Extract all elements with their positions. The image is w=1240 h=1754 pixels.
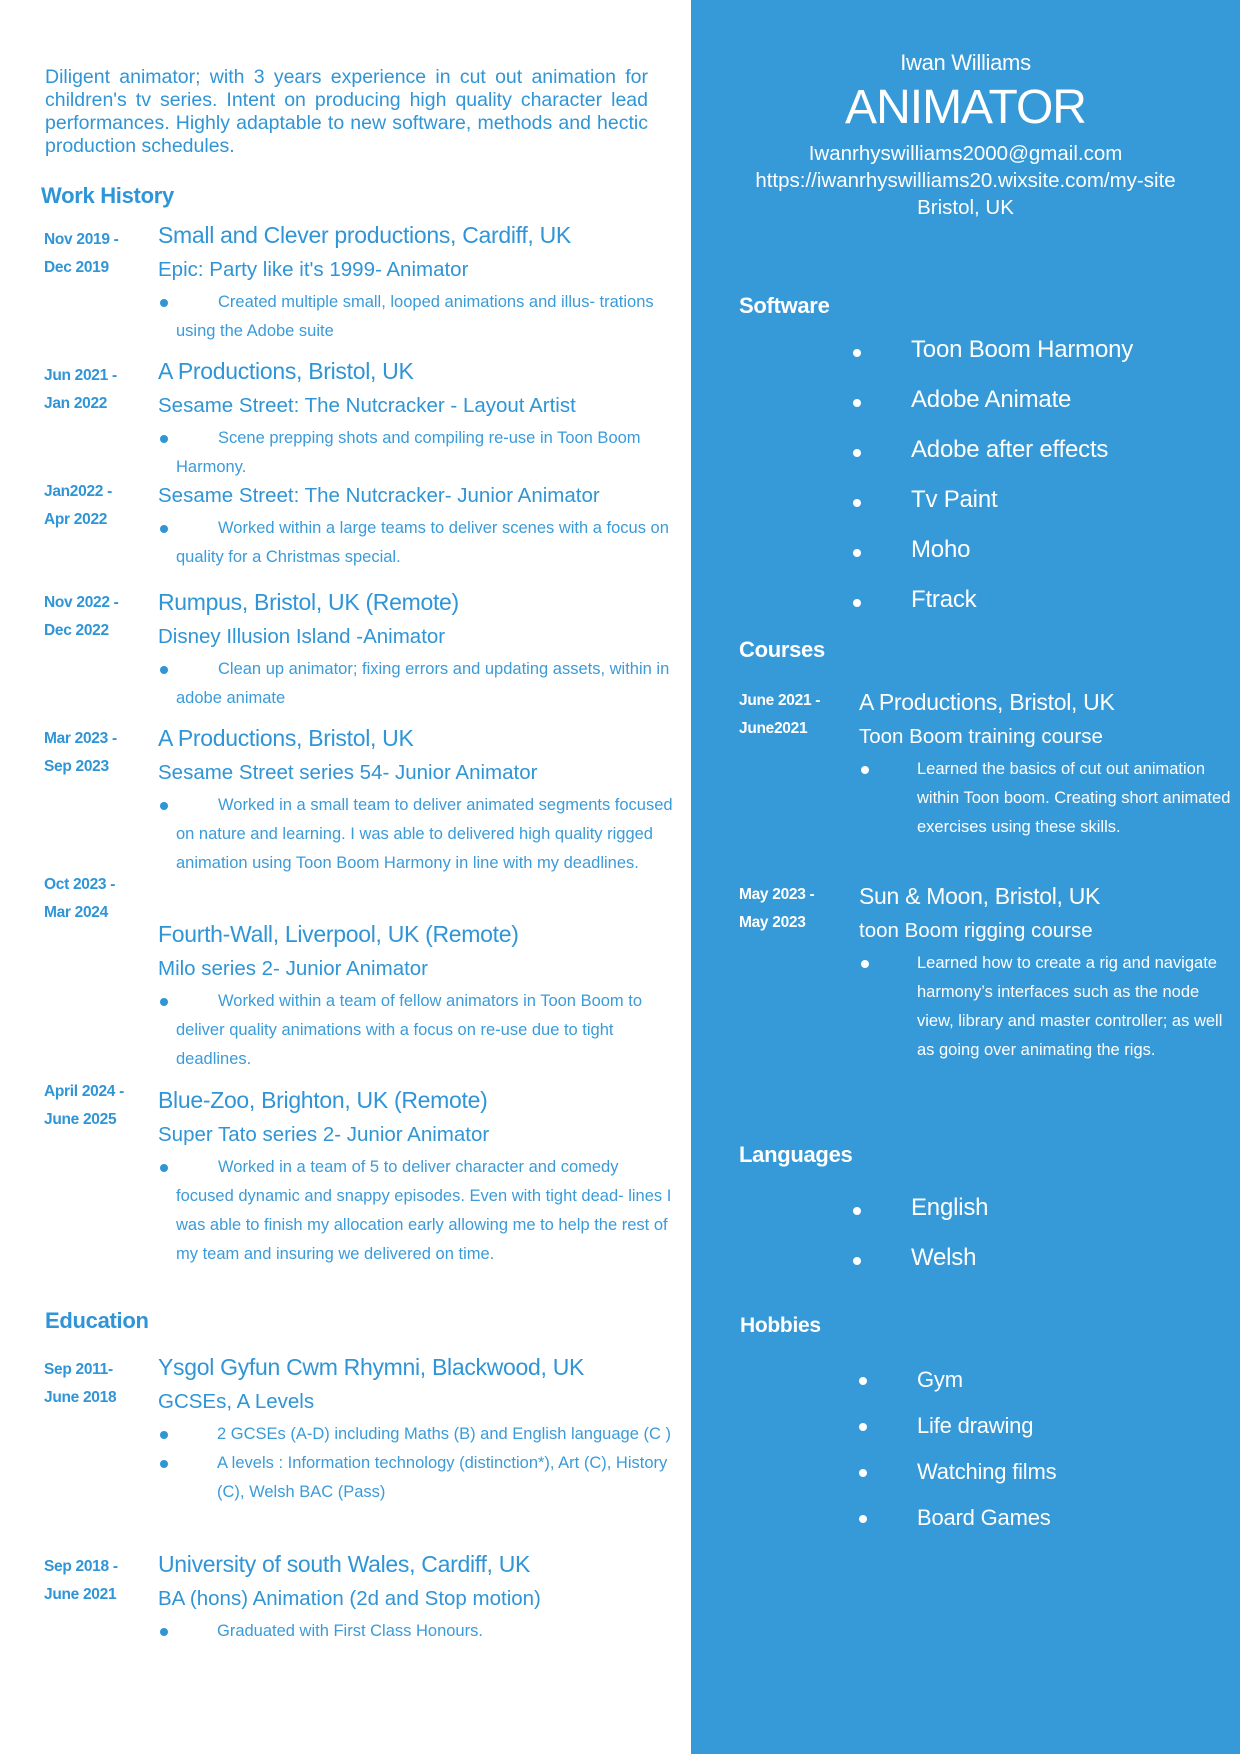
education-heading: Education [45, 1308, 149, 1333]
sidebar-panel [691, 0, 1240, 1754]
bullet-item [859, 949, 1239, 1065]
bullet-item [158, 987, 678, 1074]
course-date [739, 687, 849, 743]
bullet-icon [853, 1257, 861, 1265]
software-item [853, 328, 1133, 378]
website-link[interactable]: https://iwanrhyswilliams20.wixsite.com/my-site [755, 169, 1176, 192]
work-date [44, 362, 154, 418]
course-name: Toon Boom training course [859, 725, 1103, 748]
date-end: Jan 2022 [44, 395, 108, 412]
date-end: Mar 2024 [44, 904, 108, 921]
date-start: Jan2022 - [44, 483, 112, 500]
work-history-heading: Work History [41, 183, 174, 208]
bullet-list [158, 514, 678, 572]
bullet-icon [853, 599, 861, 607]
education-date [44, 1553, 154, 1609]
software-list [853, 328, 1133, 628]
bullet-icon [160, 666, 168, 674]
bullet-icon [859, 1423, 867, 1431]
software-item [853, 478, 1133, 528]
date-start: Nov 2019 - [44, 231, 119, 248]
education-date [44, 1356, 154, 1412]
hobby-item [859, 1404, 1056, 1450]
date-start: June 2021 - [739, 692, 821, 709]
bullet-item [158, 655, 678, 713]
bullet-list [859, 949, 1239, 1065]
software-item [853, 578, 1133, 628]
work-date [44, 871, 154, 927]
bullet-icon [853, 349, 861, 357]
job-role: Sesame Street: The Nutcracker- Junior Animator [158, 484, 600, 507]
bullet-text: Clean up animator; fixing errors and updating assets, within in adobe animate [176, 660, 670, 707]
date-start: Jun 2021 - [44, 367, 117, 384]
bullet-icon [160, 1460, 168, 1468]
school-name: Ysgol Gyfun Cwm Rhymni, Blackwood, UK [158, 1354, 585, 1380]
qualification: BA (hons) Animation (2d and Stop motion) [158, 1587, 541, 1610]
bullet-item [859, 755, 1239, 842]
bullet-item [158, 1153, 678, 1269]
date-end: May 2023 [739, 914, 806, 931]
company-name: Rumpus, Bristol, UK (Remote) [158, 589, 459, 615]
language-label: Welsh [911, 1244, 977, 1271]
software-item [853, 378, 1133, 428]
date-start: April 2024 - [44, 1083, 124, 1100]
bullet-icon [853, 499, 861, 507]
languages-list [853, 1186, 988, 1286]
date-end: Sep 2023 [44, 758, 109, 775]
company-name: A Productions, Bristol, UK [158, 725, 414, 751]
bullet-item [158, 288, 678, 346]
bullet-text: Learned how to create a rig and navigate harmony’s interfaces such as the node view, library and master controller; as well as going over animating the rigs. [917, 954, 1223, 1059]
bullet-icon [160, 1164, 168, 1172]
software-item [853, 528, 1133, 578]
company-name: Blue-Zoo, Brighton, UK (Remote) [158, 1087, 488, 1113]
bullet-text: 2 GCSEs (A-D) including Maths (B) and English language (C ) [217, 1425, 671, 1443]
bullet-item [158, 514, 678, 572]
work-date [44, 478, 154, 534]
company-name: Small and Clever productions, Cardiff, UK [158, 222, 571, 248]
bullet-icon [160, 435, 168, 443]
language-label: English [911, 1194, 989, 1221]
software-label: Tv Paint [911, 486, 998, 513]
school-name: University of south Wales, Cardiff, UK [158, 1551, 531, 1577]
bullet-list [158, 424, 678, 482]
bullet-icon [861, 766, 869, 774]
bullet-icon [853, 399, 861, 407]
bullet-text: Learned the basics of cut out animation within Toon boom. Creating short animated exercises using these skills. [917, 760, 1231, 836]
software-label: Adobe Animate [911, 386, 1072, 413]
education-content [158, 1547, 678, 1646]
job-role: Disney Illusion Island -Animator [158, 625, 446, 648]
work-content [158, 354, 678, 482]
bullet-icon [853, 1207, 861, 1215]
hobbies-list [859, 1358, 1056, 1542]
date-end: Dec 2022 [44, 622, 109, 639]
date-start: Sep 2018 - [44, 1558, 118, 1575]
bullet-list [158, 1153, 678, 1269]
date-start: Sep 2011- [44, 1361, 113, 1378]
language-item [853, 1236, 988, 1286]
hobby-item [859, 1358, 1056, 1404]
bullet-icon [160, 998, 168, 1006]
date-end: Dec 2019 [44, 259, 109, 276]
language-item [853, 1186, 988, 1236]
bullet-text: Worked within a large teams to deliver scenes with a focus on quality for a Christmas special. [176, 519, 669, 566]
date-end: June2021 [739, 720, 808, 737]
software-label: Adobe after effects [911, 436, 1109, 463]
software-heading: Software [739, 293, 830, 318]
course-content [859, 879, 1239, 1065]
work-date [44, 226, 154, 282]
work-content [158, 721, 678, 878]
bullet-icon [160, 299, 168, 307]
hobby-item [859, 1450, 1056, 1496]
work-content [158, 478, 678, 572]
bullet-item [158, 1449, 678, 1507]
software-label: Toon Boom Harmony [911, 336, 1134, 363]
bullet-list [158, 791, 678, 878]
bullet-icon [160, 1628, 168, 1636]
person-name: Iwan Williams [900, 50, 1031, 75]
bullet-text: A levels : Information technology (distinction*), Art (C), History (C), Welsh BAC (Pass) [217, 1454, 668, 1501]
bullet-text: Worked in a team of 5 to deliver character and comedy focused dynamic and snappy episodes. Even with tight dead- lines I was able to finish my allocation early allowing me to help the rest of my team and insuring we delivered on time. [176, 1158, 672, 1263]
bullet-icon [861, 960, 869, 968]
bullet-icon [160, 802, 168, 810]
bullet-item [158, 791, 678, 878]
date-end: June 2025 [44, 1111, 117, 1128]
date-start: May 2023 - [739, 886, 815, 903]
company-name: A Productions, Bristol, UK [158, 358, 414, 384]
bullet-list [158, 1420, 678, 1507]
bullet-list [158, 655, 678, 713]
bullet-list [859, 755, 1239, 842]
job-role: Milo series 2- Junior Animator [158, 957, 429, 980]
bullet-icon [859, 1469, 867, 1477]
course-name: toon Boom rigging course [859, 919, 1093, 942]
software-label: Moho [911, 536, 971, 563]
hobby-label: Life drawing [917, 1413, 1034, 1438]
work-content [158, 585, 678, 713]
work-date [44, 589, 154, 645]
date-end: Apr 2022 [44, 511, 108, 528]
bullet-icon [853, 449, 861, 457]
date-end: June 2018 [44, 1389, 117, 1406]
email-link[interactable]: Iwanrhyswilliams2000@gmail.com [808, 142, 1123, 165]
software-label: Ftrack [911, 586, 977, 613]
bullet-icon [859, 1377, 867, 1385]
date-start: Oct 2023 - [44, 876, 116, 893]
date-start: Mar 2023 - [44, 730, 117, 747]
bullet-text: Created multiple small, looped animations and illus- trations using the Adobe suite [176, 293, 654, 340]
hobby-item [859, 1496, 1056, 1542]
bullet-item [158, 1420, 678, 1449]
profile-summary: Diligent animator; with 3 years experience in cut out animation for children's tv series. Intent on producing high quality character lead performances. Highly adaptable to new software, methods and hectic production schedules. [45, 66, 648, 157]
bullet-text: Graduated with First Class Honours. [217, 1622, 483, 1640]
work-content [158, 917, 678, 1074]
bullet-icon [160, 1431, 168, 1439]
bullet-icon [160, 525, 168, 533]
qualification: GCSEs, A Levels [158, 1390, 315, 1413]
bullet-icon [859, 1515, 867, 1523]
bullet-item [158, 1617, 678, 1646]
work-content [158, 1083, 678, 1269]
software-item [853, 428, 1133, 478]
hobby-label: Watching films [917, 1459, 1057, 1484]
course-date [739, 881, 849, 937]
profile-header [691, 48, 1240, 221]
location: Bristol, UK [917, 196, 1014, 219]
bullet-text: Worked within a team of fellow animators in Toon Boom to deliver quality animations with a focus on re-use due to tight deadlines. [176, 992, 643, 1068]
course-content [859, 685, 1239, 842]
course-provider: A Productions, Bristol, UK [859, 689, 1115, 715]
work-date [44, 725, 154, 781]
bullet-list [158, 288, 678, 346]
job-role: Super Tato series 2- Junior Animator [158, 1123, 490, 1146]
bullet-text: Scene prepping shots and compiling re-use in Toon Boom Harmony. [176, 429, 641, 476]
job-title: ANIMATOR [845, 81, 1086, 134]
bullet-text: Worked in a small team to deliver animated segments focused on nature and learning. I was able to delivered high quality rigged animation using Toon Boom Harmony in line with my deadlines. [176, 796, 673, 872]
company-name: Fourth-Wall, Liverpool, UK (Remote) [158, 921, 519, 947]
bullet-item [158, 424, 678, 482]
courses-heading: Courses [739, 637, 825, 662]
bullet-list [158, 987, 678, 1074]
hobby-label: Board Games [917, 1505, 1051, 1530]
work-date [44, 1078, 154, 1134]
languages-heading: Languages [739, 1142, 853, 1167]
work-content [158, 218, 678, 346]
job-role: Epic: Party like it's 1999- Animator [158, 258, 469, 281]
date-end: June 2021 [44, 1586, 117, 1603]
hobbies-heading: Hobbies [740, 1314, 821, 1337]
course-provider: Sun & Moon, Bristol, UK [859, 883, 1101, 909]
job-role: Sesame Street series 54- Junior Animator [158, 761, 538, 784]
job-role: Sesame Street: The Nutcracker - Layout Artist [158, 394, 576, 417]
bullet-list [158, 1617, 678, 1646]
date-start: Nov 2022 - [44, 594, 119, 611]
hobby-label: Gym [917, 1367, 963, 1392]
bullet-icon [853, 549, 861, 557]
education-content [158, 1350, 678, 1507]
